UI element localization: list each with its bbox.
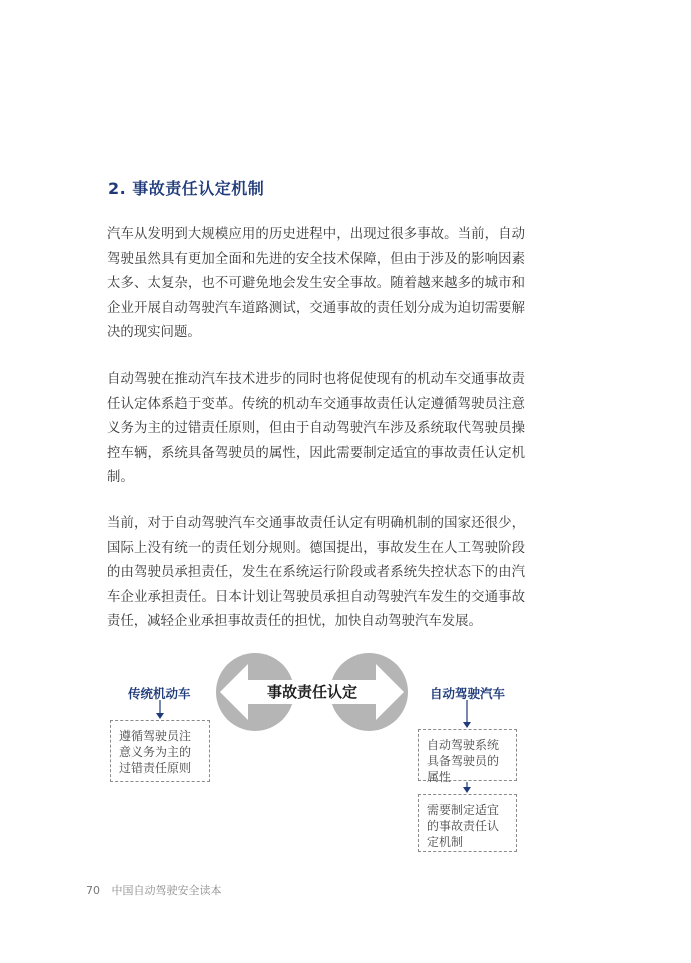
mechanism-needed-box: 需要制定适宜的事故责任认定机制 — [418, 794, 517, 852]
right-box-connector-arrow-icon — [463, 782, 471, 793]
paragraph-1: 汽车从发明到大规模应用的历史进程中，出现过很多事故。当前，自动驾驶虽然具有更加全面和先进的安全技术保障，但由于涉及的影响因素太多、太复杂，也不可避免地会发生安全事故。随着越来越多的城市和企业开展自动驾驶汽车道路测试，交通事故的责任划分成为迫切需要解决的现实问题。 — [107, 227, 525, 340]
page-footer — [86, 882, 222, 898]
book-title: 中国自动驾驶安全读本 — [111, 884, 222, 897]
system-attribute-box: 自动驾驶系统具备驾驶员的属性 — [418, 729, 517, 781]
traditional-principle-box: 遵循驾驶员注意义务为主的过错责任原则 — [110, 720, 210, 782]
traditional-vehicle-label: 传统机动车 — [128, 686, 191, 701]
center-label: 事故责任认定 — [266, 683, 357, 701]
paragraph-3: 当前，对于自动驾驶汽车交通事故责任认定有明确机制的国家还很少，国际上没有统一的责任划分规则。德国提出，事故发生在人工驾驶阶段的由驾驶员承担责任，发生在系统运行阶段或者系统失控状态下的由汽车企业承担责任。日本计划让驾驶员承担自动驾驶汽车发生的交通事故责任，减轻企业承担事故责任的担忧，加快自动驾驶汽车发展。 — [107, 516, 525, 629]
section-title: 2. 事故责任认定机制 — [108, 179, 265, 198]
left-connector-arrow-icon — [156, 700, 164, 719]
paragraph-2: 自动驾驶在推动汽车技术进步的同时也将促使现有的机动车交通事故责任认定体系趋于变革。传统的机动车交通事故责任认定遵循驾驶员注意义务为主的过错责任原则，但由于自动驾驶汽车涉及系统取代驾驶员操控车辆，系统具备驾驶员的属性，因此需要制定适宜的事故责任认定机制。 — [107, 372, 525, 485]
autonomous-vehicle-label: 自动驾驶汽车 — [430, 686, 506, 701]
right-connector-arrow-icon — [463, 700, 471, 728]
page-number: 70 — [86, 884, 100, 897]
